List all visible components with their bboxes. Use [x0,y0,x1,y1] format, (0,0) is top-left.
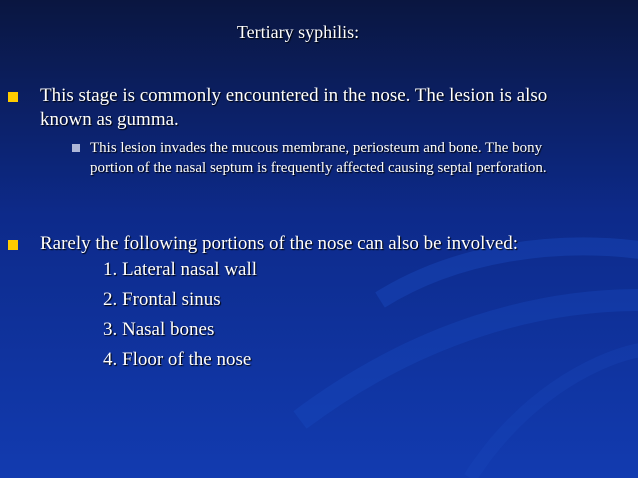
slide-title: Tertiary syphilis: [236,22,360,42]
bullet-text: Rarely the following portions of the nose can also be involved: [40,233,519,254]
bullet-text: This stage is commonly encountered in the nose. The lesion is also known as gumma. [40,85,548,130]
sub-bullet-text: This lesion invades the mucous membrane, periosteum and bone. The bony portion of the nasal septum is frequently affected causing septal perforation. [90,140,547,176]
list-item: 2. Frontal sinus [103,289,221,310]
sub-bullet-item-1 [90,138,580,178]
square-sub-bullet-icon [72,144,80,152]
list-item: 4. Floor of the nose [103,349,252,370]
list-item: 1. Lateral nasal wall [103,259,258,280]
square-bullet-icon [8,240,18,250]
list-item: 3. Nasal bones [103,319,215,340]
square-bullet-icon [8,92,18,102]
bullet-item-1 [40,84,585,132]
bullet-item-2 [40,232,585,256]
